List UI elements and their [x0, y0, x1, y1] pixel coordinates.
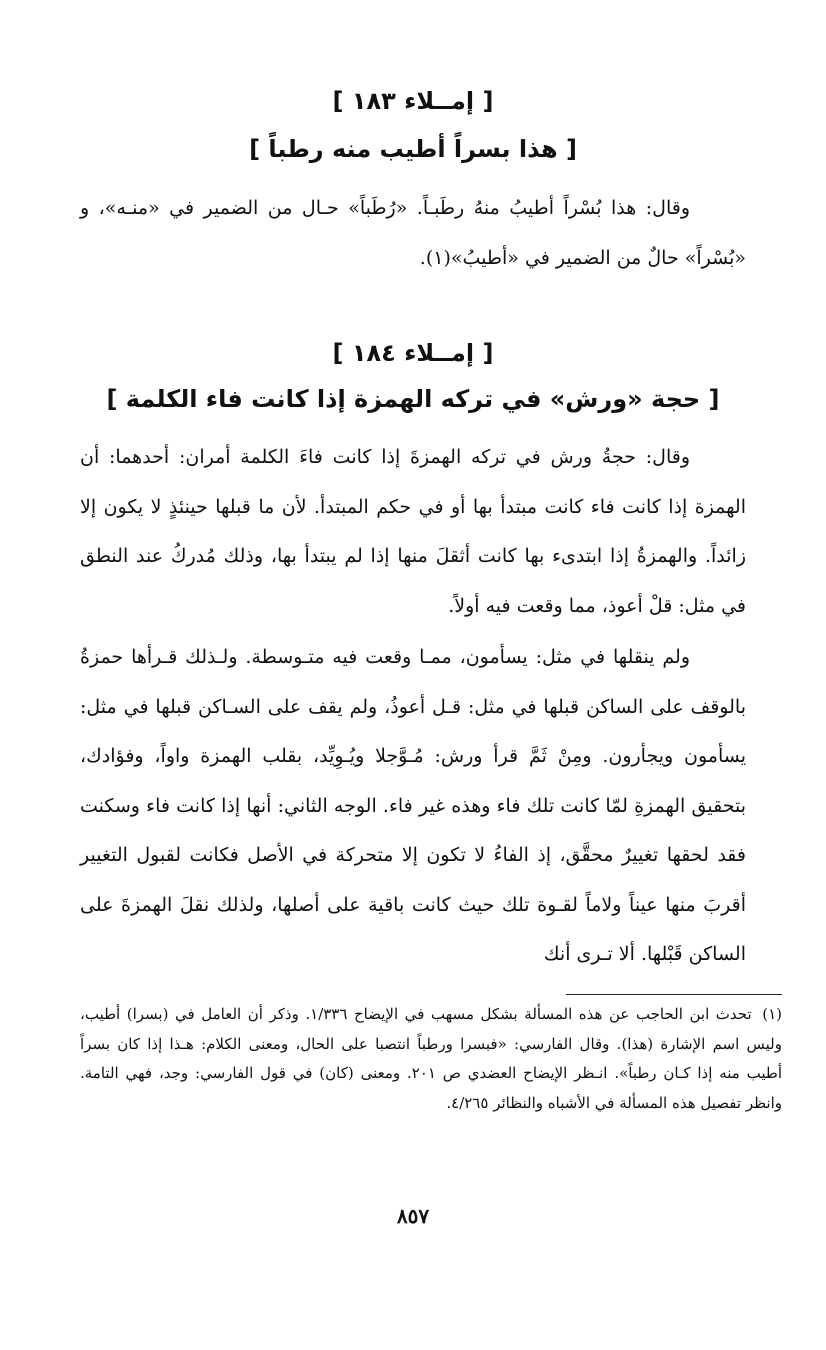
dictation-184-subtitle: [ حجة «ورش» في تركه الهمزة إذا كانت فاء الكلمة ]: [106, 385, 720, 413]
footnote-separator: [566, 994, 782, 995]
footnote: [80, 1000, 782, 1118]
page-number: ٨٥٧: [396, 1204, 430, 1228]
dictation-183-title: [ إمــلاء ١٨٣ ]: [332, 87, 494, 115]
dictation-184-paragraph-2: ولم ينقلها في مثل: يسأمون، ممـا وقعت فيه متـوسطة. ولـذلك قـرأها حمزةُ بالوقف على الساكن قبلها في مثل: قـل أعوذُ، ولم يقف على السـاكن قبلها في مثل: يسأمون ويجأرون. ومِنْ ثَمَّ قرأ ورش: مُـوَّجلا ويُـوِيِّد، بقلب الهمزة واواً، وفؤادك، بتحقيق الهمزةِ لمّا كانت تلك فاء وهذه غير فاء. الوجه الثاني: أنها إذا كانت فاء وسكنت فقد لحقها تغييرٌ محقَّق، إذ الفاءُ لا تكون إلا متحركة في الأصل فكانت لقبول التغيير أقربَ منها عيناً ولاماً لقـوة تلك حيث كانت باقية على أصلها، ولذلك نقلَ الهمزةَ على الساكن قَبْلها. ألا تـرى أنك: [80, 646, 746, 965]
footnote-text: تحدث ابن الحاجب عن هذه المسألة بشكل مسهب في الإيضاح ١/٣٣٦. وذكر أن العامل في (بسرا) أطيب، وليس اسم الإشارة (هذا). وقال الفارسي: «فبسرا ورطباً انتصبا على الحال، ومعنى الكلام: هـذا إذا كان بسراً أطيب منه إذا كـان رطباً». انـظر الإيضاح العضدي ص ٢٠١. ومعنى (كان) في قول الفارسي: وجد، فهي التامة. وانظر تفصيل هذه المسألة في الأشباه والنظائر ٤/٢٦٥.: [80, 1005, 783, 1112]
dictation-184-title: [ إمــلاء ١٨٤ ]: [332, 339, 494, 367]
dictation-184-paragraph-1: وقال: حجةُ ورش في تركه الهمزةَ إذا كانت فاءَ الكلمة أمران: أحدهما: أن الهمزة إذا كانت فاء كانت مبتدأ بها أو في حكم المبتدأ. لأن ما قبلها حينئذٍ لا يكون إلا زائداً. والهمزةُ إذا ابتدىء بها كانت أثقلَ منها إذا لم يبتدأ بها، وذلك مُدركُ عند النطق في مثل: قلْ أعوذ، مما وقعت فيه أولاً.: [80, 446, 746, 617]
dictation-183-paragraph: وقال: هذا بُسْراً أطيبُ منهُ رطَبـاً. «رُطَباً» حـال من الضمير في «منـه»، و «بُسْراً» حالٌ من الضمير في «أطيبُ»(١).: [80, 197, 746, 269]
footnote-marker: (١): [762, 1005, 782, 1023]
dictation-183-subtitle: [ هذا بسراً أطيب منه رطباً ]: [249, 135, 577, 163]
